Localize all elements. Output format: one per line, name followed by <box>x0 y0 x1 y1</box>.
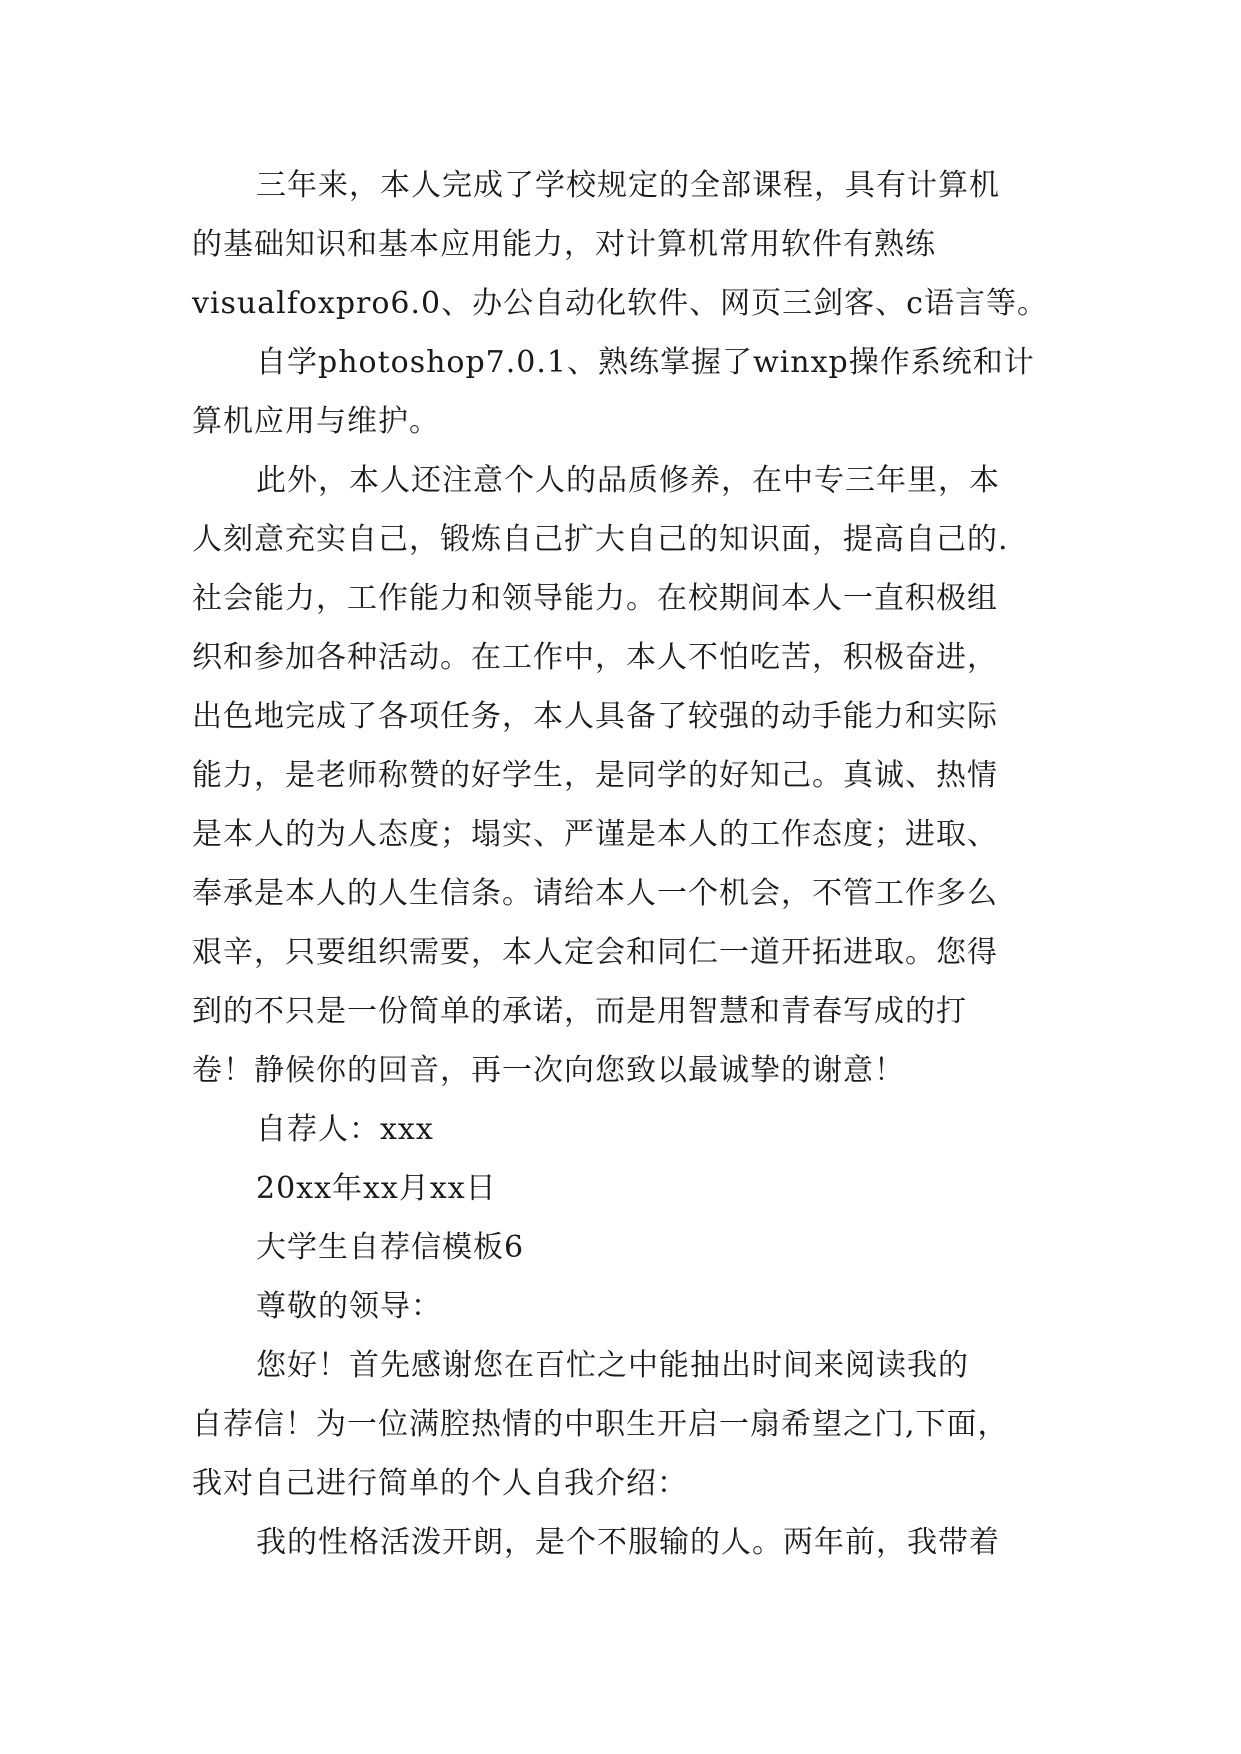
text-line: visualfoxpro6.0、办公自动化软件、网页三剑客、c语言等。 <box>192 286 1048 321</box>
text-line: 卷！静候你的回音，再一次向您致以最诚挚的谢意！ <box>192 1053 905 1088</box>
text-line: 奉承是本人的人生信条。请给本人一个机会，不管工作多么 <box>192 876 998 911</box>
text-line: 能力，是老师称赞的好学生，是同学的好知己。真诚、热情 <box>192 758 998 793</box>
text-line: 您好！首先感谢您在百忙之中能抽出时间来阅读我的 <box>256 1348 969 1383</box>
text-line: 是本人的为人态度；塌实、严谨是本人的工作态度；进取、 <box>192 817 998 852</box>
signature-line: 自荐人：xxx <box>256 1112 434 1147</box>
text-line: 算机应用与维护。 <box>192 404 440 439</box>
text-line: 三年来，本人完成了学校规定的全部课程，具有计算机 <box>256 168 1000 203</box>
text-line: 织和参加各种活动。在工作中，本人不怕吃苦，积极奋进， <box>192 640 998 675</box>
text-line: 自学photoshop7.0.1、熟练掌握了winxp操作系统和计 <box>256 345 1035 380</box>
text-line: 艰辛，只要组织需要，本人定会和同仁一道开拓进取。您得 <box>192 935 998 970</box>
text-line: 人刻意充实自己，锻炼自己扩大自己的知识面，提高自己的. <box>192 522 1009 557</box>
section-title: 大学生自荐信模板6 <box>256 1230 525 1265</box>
date-line: 20xx年xx月xx日 <box>256 1171 497 1206</box>
text-line: 到的不只是一份简单的承诺，而是用智慧和青春写成的打 <box>192 994 967 1029</box>
text-line: 自荐信！为一位满腔热情的中职生开启一扇希望之门,下面， <box>192 1407 1009 1442</box>
text-line: 出色地完成了各项任务，本人具备了较强的动手能力和实际 <box>192 699 998 734</box>
text-line: 的基础知识和基本应用能力，对计算机常用软件有熟练 <box>192 227 936 262</box>
salutation: 尊敬的领导： <box>256 1289 442 1324</box>
text-line: 我对自己进行简单的个人自我介绍： <box>192 1466 688 1501</box>
text-line: 社会能力，工作能力和领导能力。在校期间本人一直积极组 <box>192 581 998 616</box>
text-line: 此外，本人还注意个人的品质修养，在中专三年里，本 <box>256 463 1000 498</box>
text-line: 我的性格活泼开朗，是个不服输的人。两年前，我带着 <box>256 1525 1000 1560</box>
